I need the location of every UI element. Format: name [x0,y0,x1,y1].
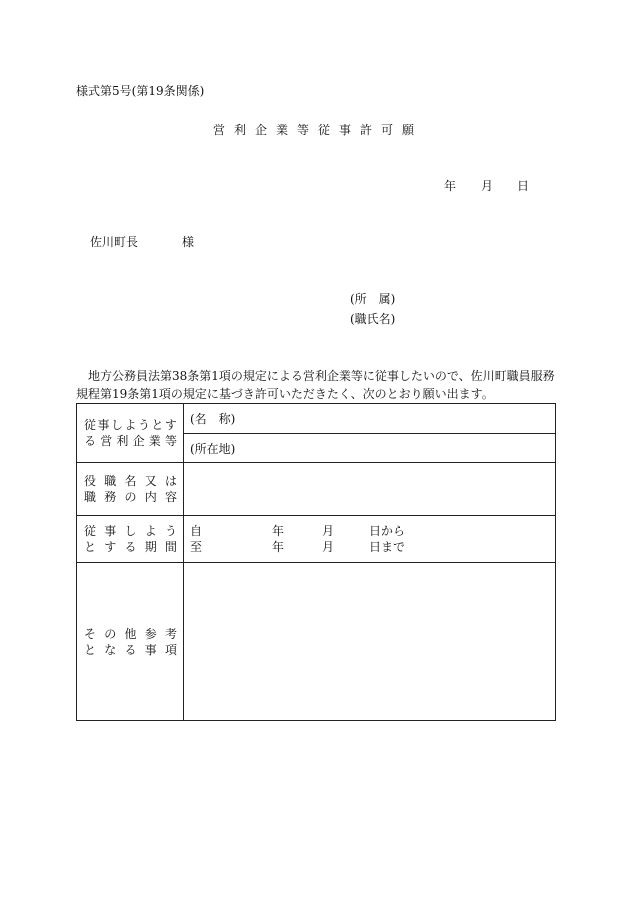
addressee-honorific: 様 [182,235,195,249]
addressee [90,235,194,249]
label-char: 期 [144,540,157,554]
period-row [77,516,556,563]
period-label-line1 [84,523,177,539]
label-char: 利 [116,434,129,448]
label-char: と [151,418,164,432]
label-char: 従 [84,524,97,538]
period-label-line2 [84,539,177,555]
label-char: と [84,540,97,554]
period-field[interactable] [184,516,556,563]
role-row [77,463,556,516]
label-char: 企 [132,434,145,448]
period-to-year: 年 [272,540,285,554]
day-label: 日 [517,179,530,193]
label-char: 参 [144,626,157,641]
label-char: 事 [97,418,110,432]
label-char: う [164,524,177,538]
period-from-year: 年 [272,524,285,538]
label-char: る [124,540,137,554]
enterprise-name-row [77,404,556,434]
label-char: 項 [164,642,177,657]
period-to-month: 月 [322,540,335,554]
label-char: 職 [84,490,97,504]
label-char: す [104,540,117,554]
period-from: 自 [190,524,203,538]
enterprise-label-line2 [84,433,177,449]
enterprise-address-label: (所在地) [190,441,236,456]
label-char: 役 [84,474,97,488]
label-char: と [84,642,97,657]
label-char: し [124,524,137,538]
notes-label [77,563,184,721]
form-number: 様式第5号(第19条関係) [76,84,205,98]
enterprise-label-line1 [84,417,177,433]
label-char: そ [84,626,97,641]
label-char: 事 [104,524,117,538]
label-char: る [124,642,137,657]
label-char: 業 [148,434,161,448]
label-char: 職 [104,474,117,488]
label-char: 従 [84,418,97,432]
period-from-day: 日から [369,524,406,538]
label-char: 内 [144,490,157,504]
addressee-name: 佐川町長 [90,235,139,249]
affiliation-label: (所 属) [350,292,396,306]
label-char: し [110,418,123,432]
notes-row [77,563,556,721]
notes-field[interactable] [184,563,556,721]
application-table [76,403,556,721]
page-title: 営利企業等従事許可願 [212,123,423,137]
label-char: る [84,434,97,448]
label-char: の [124,490,137,504]
role-field[interactable] [184,463,556,516]
enterprise-name-label: (名 称) [190,412,236,426]
notes-label-line1 [84,626,177,642]
label-char: 間 [164,540,177,554]
label-char: 容 [164,490,177,504]
label-char: 事 [144,642,157,657]
role-label-line1 [84,473,177,489]
label-char: す [164,418,177,432]
label-char: よ [144,524,157,538]
month-label: 月 [481,179,494,193]
enterprise-name-field[interactable] [184,404,556,434]
label-char: 名 [124,474,137,488]
period-label [77,516,184,563]
label-char: は [164,474,177,488]
notes-label-line2 [84,642,177,658]
date-line [444,179,529,193]
label-char: な [104,642,117,657]
role-label [77,463,184,516]
label-char: の [104,626,117,641]
period-from-month: 月 [322,524,335,538]
label-char: 務 [104,490,117,504]
label-char: 考 [164,626,177,641]
period-to-day: 日まで [369,540,406,554]
period-to: 至 [190,540,203,554]
label-char: 又 [144,474,157,488]
label-char: う [137,418,150,432]
body-text: 地方公務員法第38条第1項の規定による営利企業等に従事したいので、佐川町職員服務規程第19条第1項の規定に基づき許可いただきたく、次のとおり願い出ます。 [76,369,555,401]
year-label: 年 [444,179,457,193]
label-char: 等 [164,434,177,448]
label-char: 営 [100,434,113,448]
label-char: 他 [124,626,137,641]
label-char: よ [124,418,137,432]
role-label-line2 [84,489,177,505]
enterprise-address-field[interactable] [184,434,556,463]
enterprise-label [77,404,184,463]
position-name-label: (職氏名) [350,312,396,326]
